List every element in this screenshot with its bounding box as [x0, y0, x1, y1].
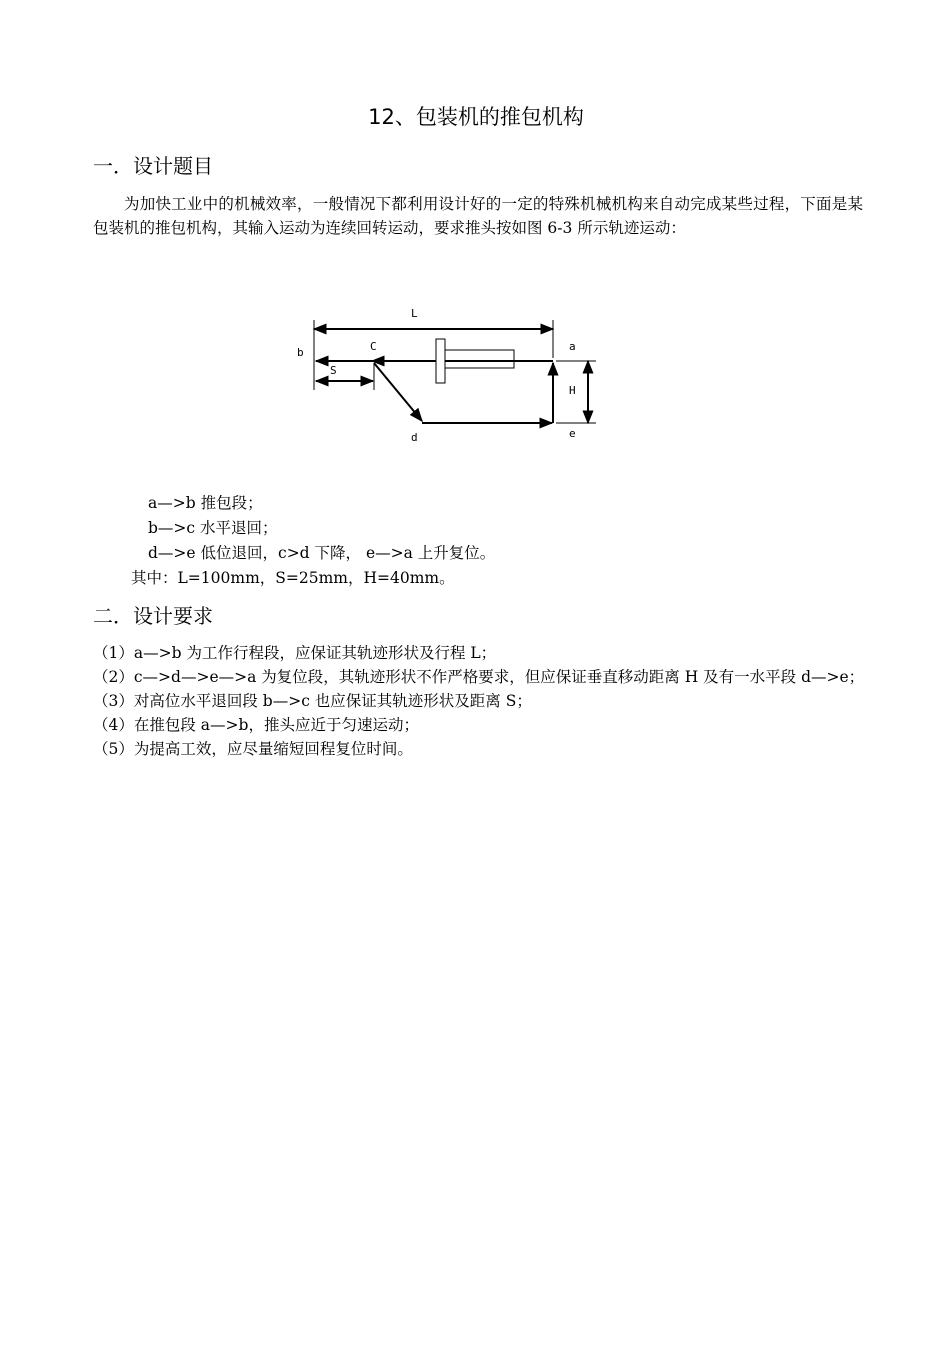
legend-line-4: 其中：L=100mm，S=25mm，H=40mm。 [131, 569, 455, 587]
document-title: 12、包装机的推包机构 [368, 105, 584, 129]
label-b: b [297, 346, 304, 359]
requirement-item: （2）c—>d—>e—>a 为复位段，其轨迹形状不作严格要求，但应保证垂直移动距离 H 及有一水平段 d—>e； [93, 668, 865, 686]
label-L: L [411, 307, 418, 320]
intro-paragraph: 为加快工业中的机械效率，一般情况下都利用设计好的一定的特殊机械机构来自动完成某些过程，下面是某包装机的推包机构，其输入运动为连续回转运动，要求推头按如图 6-3 所示轨迹运动： [93, 195, 863, 237]
legend-line-2: b—>c 水平退回； [148, 519, 278, 537]
label-S: S [330, 364, 337, 377]
legend-line-1: a—>b 推包段； [148, 494, 263, 512]
label-C: C [370, 340, 377, 353]
requirement-item: （5）为提高工效，应尽量缩短回程复位时间。 [93, 740, 413, 758]
pusher-rod [445, 350, 514, 368]
section-heading-design-topic: 一．设计题目 [93, 154, 213, 178]
trajectory-diagram [290, 300, 610, 450]
label-e: e [569, 427, 576, 440]
label-d: d [411, 431, 418, 444]
label-H: H [569, 384, 576, 397]
pusher-head-plate [436, 339, 445, 383]
requirement-item: （4）在推包段 a—>b，推头应近于匀速运动； [93, 716, 419, 734]
section-heading-requirements: 二．设计要求 [93, 604, 213, 628]
requirements-list [93, 641, 868, 761]
label-a: a [569, 340, 576, 353]
path-c-to-d [374, 363, 422, 421]
requirement-item: （3）对高位水平退回段 b—>c 也应保证其轨迹形状及距离 S； [93, 692, 532, 710]
legend-line-3: d—>e 低位退回，c>d 下降， e—>a 上升复位。 [148, 544, 496, 562]
requirement-item: （1）a—>b 为工作行程段，应保证其轨迹形状及行程 L； [93, 644, 497, 662]
